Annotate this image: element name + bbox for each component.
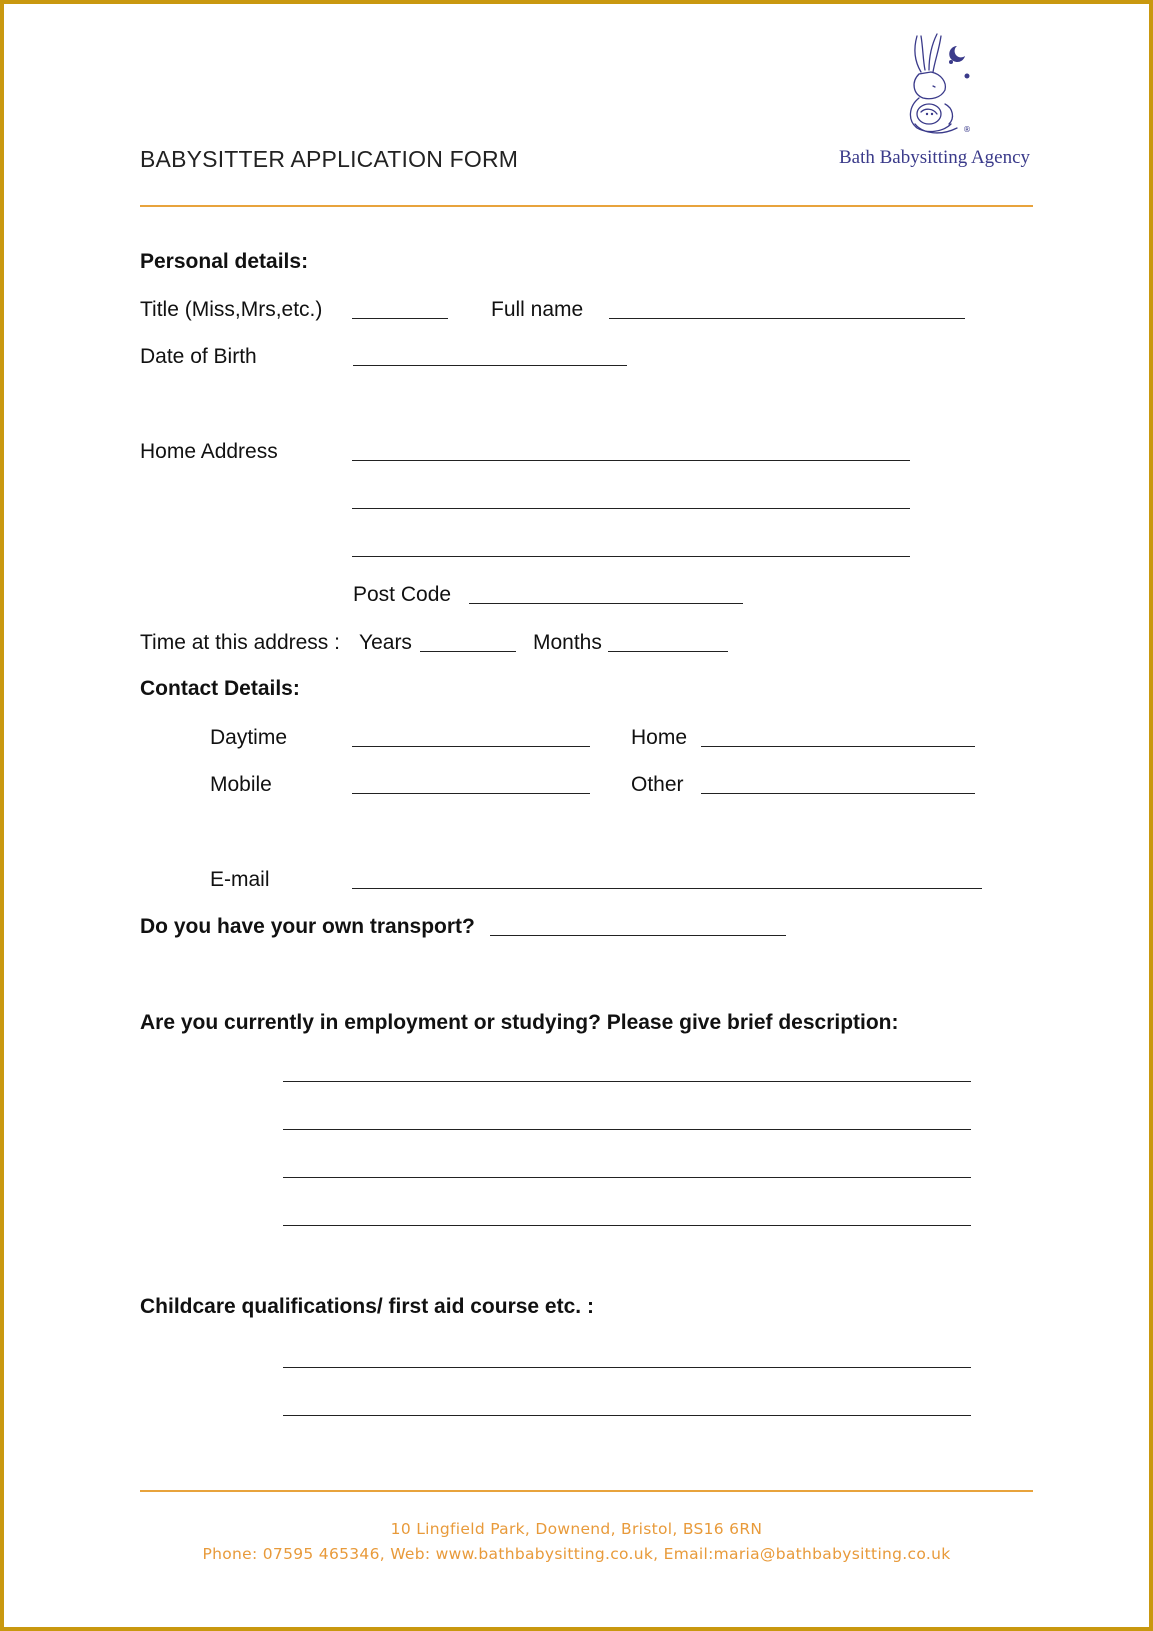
rabbit-holding-baby-logo-icon (897, 28, 977, 140)
employment-line-3-field[interactable] (283, 1177, 971, 1178)
qualifications-question: Childcare qualifications/ first aid course etc. : (140, 1295, 594, 1318)
years-field[interactable] (420, 651, 516, 652)
contact-details-heading: Contact Details: (140, 677, 300, 700)
registered-mark: ® (963, 125, 971, 134)
years-label: Years (359, 631, 412, 654)
footer-divider (140, 1490, 1033, 1492)
time-at-address-label: Time at this address : (140, 631, 340, 654)
full-name-label: Full name (491, 298, 584, 321)
months-label: Months (533, 631, 602, 654)
daytime-phone-field[interactable] (352, 746, 590, 747)
dob-label: Date of Birth (140, 345, 257, 368)
full-name-field[interactable] (609, 318, 965, 319)
qualifications-line-1-field[interactable] (283, 1367, 971, 1368)
header-divider (140, 205, 1033, 207)
transport-answer-field[interactable] (490, 935, 786, 936)
dob-field[interactable] (353, 365, 627, 366)
transport-question: Do you have your own transport? (140, 915, 475, 938)
qualifications-line-2-field[interactable] (283, 1415, 971, 1416)
mobile-phone-field[interactable] (352, 793, 590, 794)
post-code-label: Post Code (353, 583, 452, 606)
address-line-1-field[interactable] (352, 460, 910, 461)
home-phone-label: Home (631, 726, 688, 749)
title-field[interactable] (352, 318, 448, 319)
agency-name: Bath Babysitting Agency (839, 147, 1031, 168)
email-label: E-mail (210, 868, 270, 891)
employment-line-4-field[interactable] (283, 1225, 971, 1226)
other-phone-label: Other (631, 773, 684, 796)
home-phone-field[interactable] (701, 746, 975, 747)
months-field[interactable] (608, 651, 728, 652)
address-line-2-field[interactable] (352, 508, 910, 509)
mobile-label: Mobile (210, 773, 272, 796)
page-title: BABYSITTER APPLICATION FORM (140, 146, 519, 172)
daytime-label: Daytime (210, 726, 288, 749)
employment-line-1-field[interactable] (283, 1081, 971, 1082)
footer-address: 10 Lingfield Park, Downend, Bristol, BS16 6RN (390, 1520, 763, 1538)
post-code-field[interactable] (469, 603, 743, 604)
footer-contact: Phone: 07595 465346, Web: www.bathbabysitting.co.uk, Email:maria@bathbabysitting.co.uk (202, 1545, 951, 1563)
employment-question: Are you currently in employment or studying? Please give brief description: (140, 1011, 899, 1034)
email-field[interactable] (352, 888, 982, 889)
personal-details-heading: Personal details: (140, 250, 309, 273)
other-phone-field[interactable] (701, 793, 975, 794)
address-line-3-field[interactable] (352, 556, 910, 557)
title-label: Title (Miss,Mrs,etc.) (140, 298, 323, 321)
home-address-label: Home Address (140, 440, 278, 463)
employment-line-2-field[interactable] (283, 1129, 971, 1130)
